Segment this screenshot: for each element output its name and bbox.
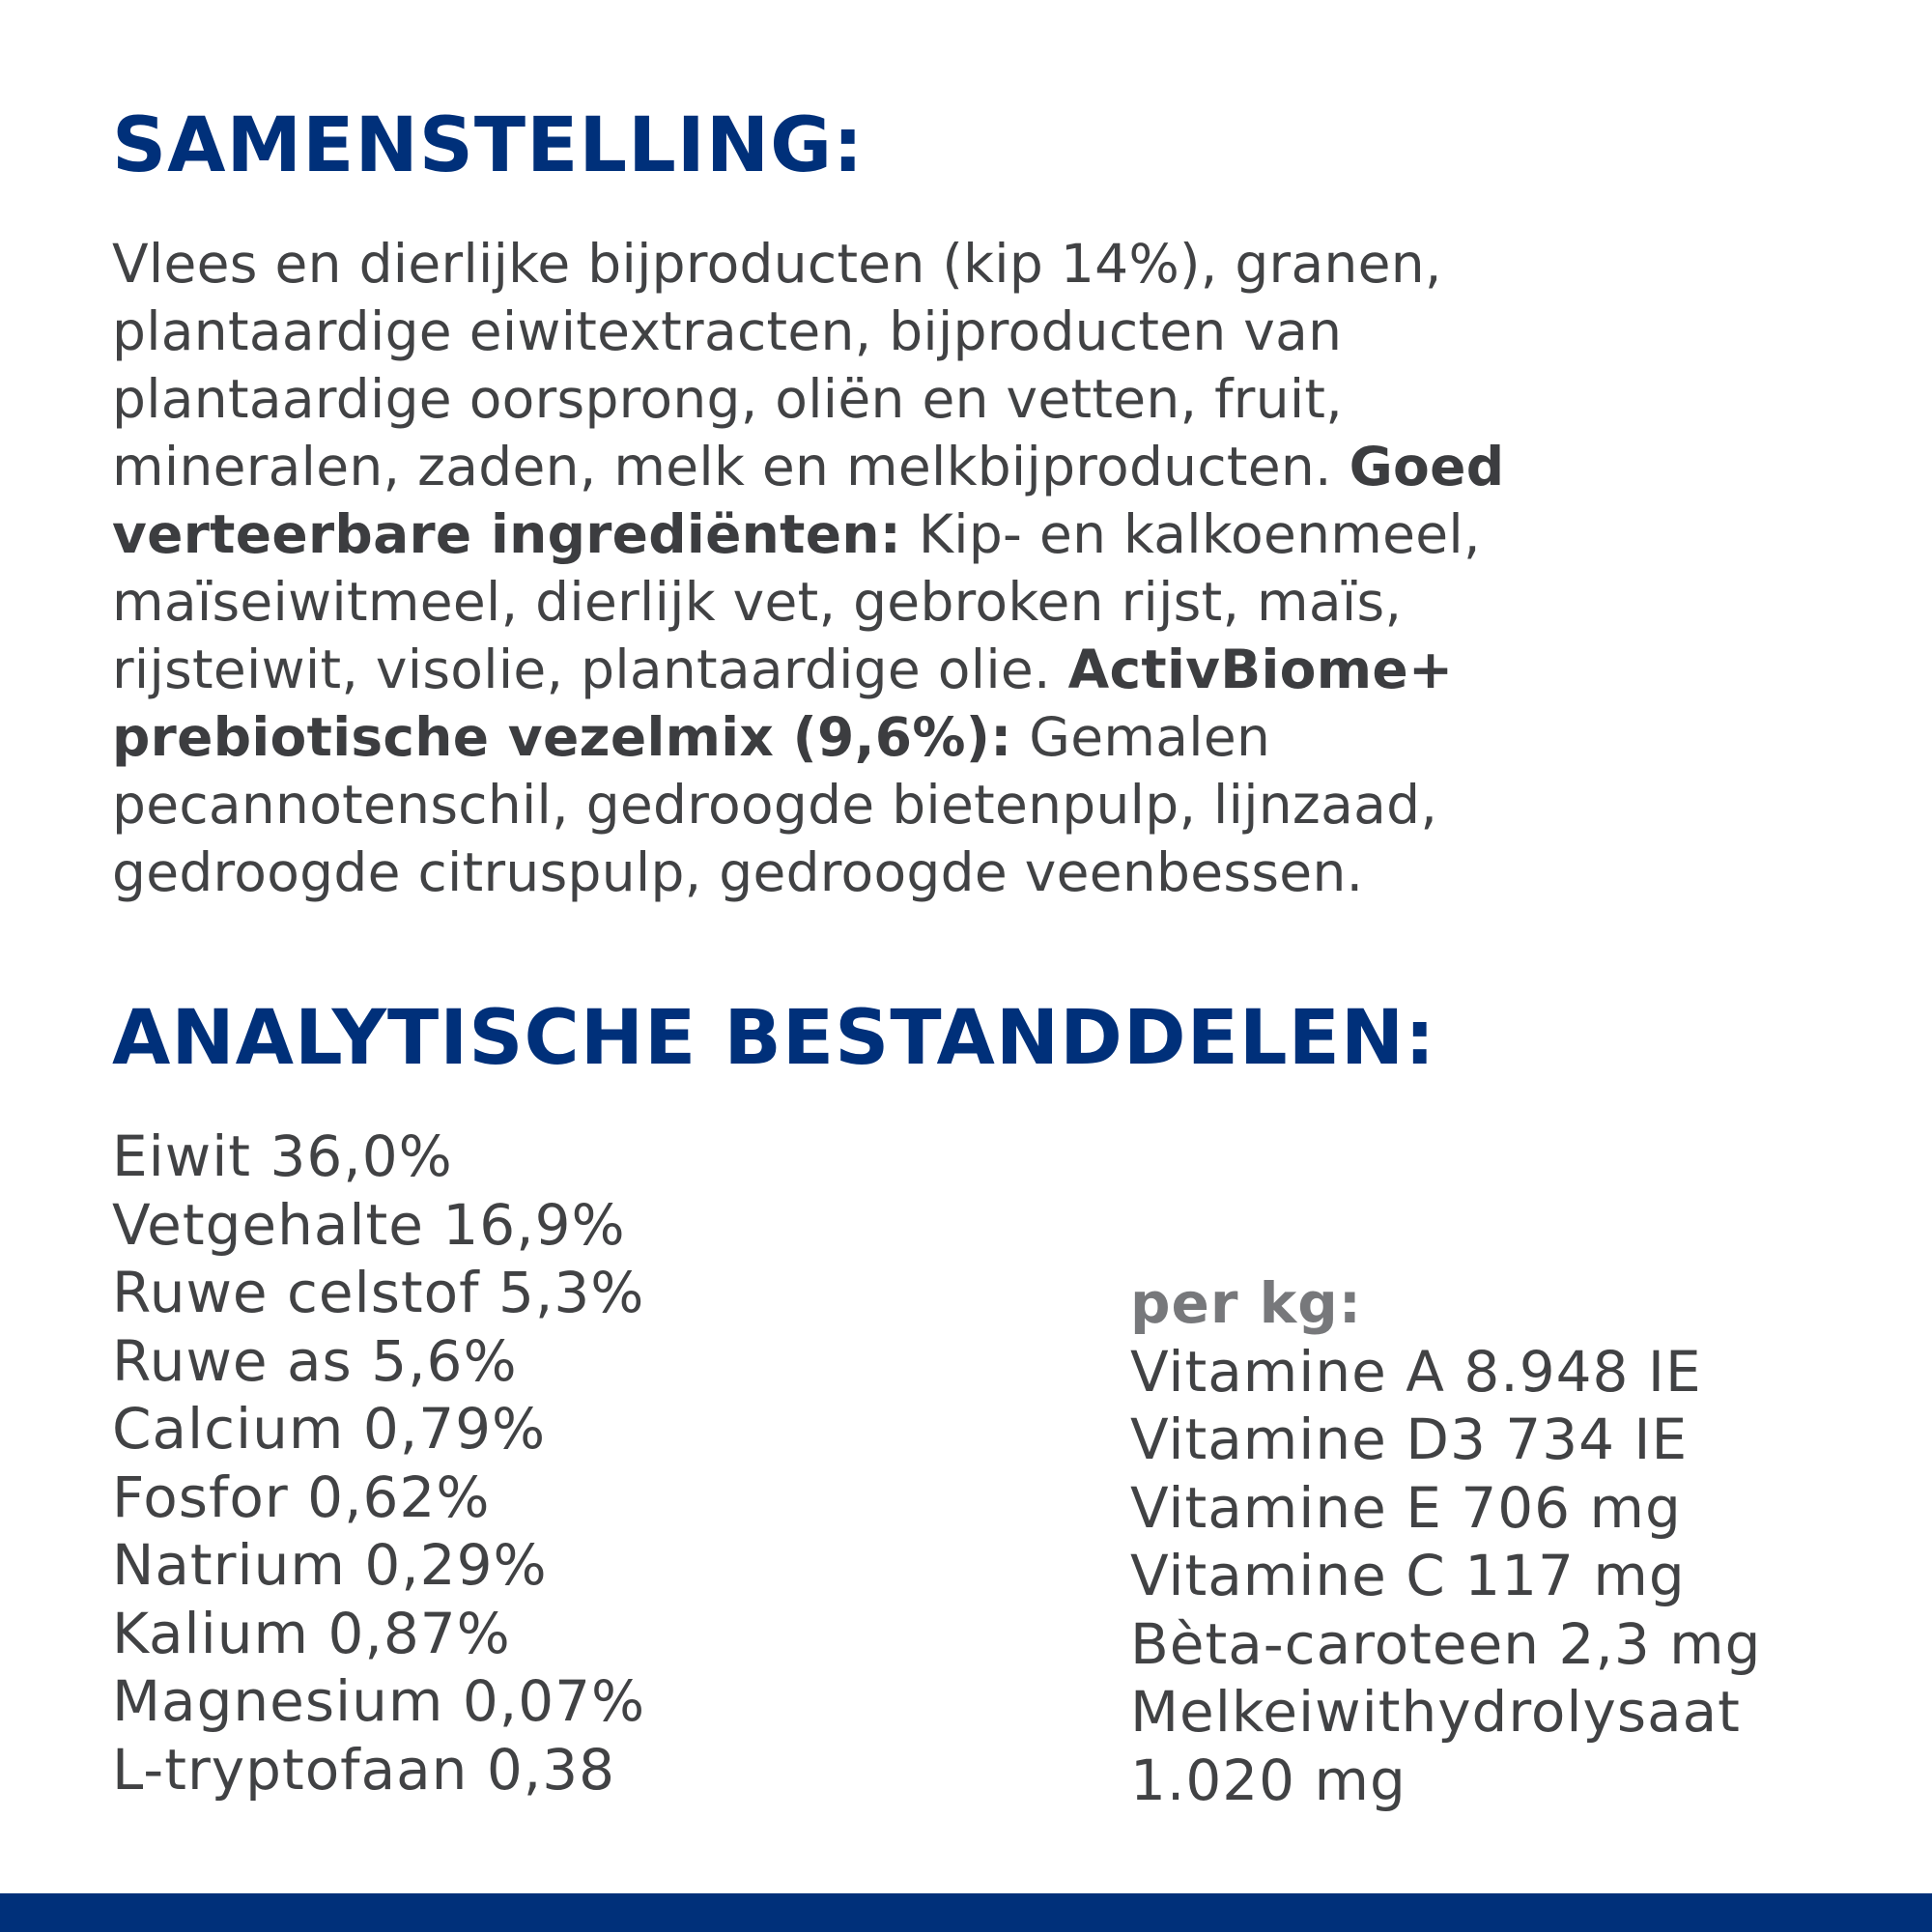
per-kg-item: Vitamine D3 734 IE — [1130, 1406, 1689, 1472]
constituent-item: L-tryptofaan 0,38 — [112, 1736, 616, 1803]
constituent-item: Ruwe as 5,6% — [112, 1327, 518, 1394]
composition-line — [112, 703, 1841, 771]
per-kg-section — [1130, 1269, 1761, 1814]
constituent-item: Eiwit 36,0% — [112, 1123, 453, 1189]
constituent-item: Ruwe celstof 5,3% — [112, 1260, 645, 1325]
constituent-item: Natrium 0,29% — [112, 1532, 548, 1598]
bold-text-segment: verteerbare ingrediënten: — [112, 503, 902, 565]
analysis-heading: ANALYTISCHE BESTANDDELEN: — [112, 995, 1436, 1082]
bottom-brand-bar — [0, 1893, 1932, 1932]
composition-heading: SAMENSTELLING: — [112, 102, 865, 189]
composition-line — [112, 365, 1841, 433]
bold-text-segment: ActivBiome+ — [1067, 639, 1454, 700]
text-segment: rijsteiwit, visolie, plantaardige olie. — [112, 639, 1068, 700]
composition-line — [112, 771, 1841, 838]
constituent-item: Calcium 0,79% — [112, 1396, 547, 1462]
constituent-item: Vetgehalte 16,9% — [112, 1191, 626, 1258]
constituent-item: Fosfor 0,62% — [112, 1463, 491, 1530]
composition-line — [112, 230, 1841, 298]
per-kg-label: per kg: — [1130, 1270, 1362, 1336]
per-kg-item: 1.020 mg — [1130, 1747, 1406, 1813]
text-segment: mineralen, zaden, melk en melkbijproducten. — [112, 436, 1350, 497]
constituent-item: Kalium 0,87% — [112, 1600, 511, 1666]
bold-text-segment: prebiotische vezelmix (9,6%): — [112, 706, 1012, 768]
text-segment: Gemalen — [1011, 706, 1271, 768]
per-kg-item: Vitamine E 706 mg — [1130, 1474, 1682, 1541]
text-segment: pecannotenschil, gedroogde bietenpulp, lijnzaad, — [112, 774, 1438, 836]
bold-text-segment: Goed — [1349, 436, 1505, 497]
text-segment: plantaardige eiwitextracten, bijproducten van — [112, 300, 1343, 362]
composition-line — [112, 568, 1841, 636]
text-segment: gedroogde citruspulp, gedroogde veenbessen. — [112, 841, 1364, 903]
per-kg-list — [1130, 1338, 1761, 1815]
composition-line — [112, 636, 1841, 703]
per-kg-item: Vitamine A 8.948 IE — [1130, 1338, 1702, 1405]
constituents-list — [112, 1122, 645, 1804]
text-segment: Vlees en dierlijke bijproducten (kip 14%), granen, — [112, 233, 1442, 295]
text-segment: Kip- en kalkoenmeel, — [901, 503, 1481, 565]
composition-line — [112, 838, 1841, 906]
constituent-item: Magnesium 0,07% — [112, 1668, 646, 1734]
composition-line — [112, 298, 1841, 365]
text-segment: plantaardige oorsprong, oliën en vetten, fruit, — [112, 368, 1344, 430]
composition-line — [112, 433, 1841, 500]
per-kg-item: Vitamine C 117 mg — [1130, 1543, 1686, 1608]
per-kg-item: Melkeiwithydrolysaat — [1130, 1679, 1741, 1745]
composition-text — [112, 230, 1841, 906]
composition-line — [112, 500, 1841, 568]
text-segment: maïseiwitmeel, dierlijk vet, gebroken rijst, maïs, — [112, 571, 1403, 633]
per-kg-item: Bèta-caroteen 2,3 mg — [1130, 1610, 1762, 1677]
